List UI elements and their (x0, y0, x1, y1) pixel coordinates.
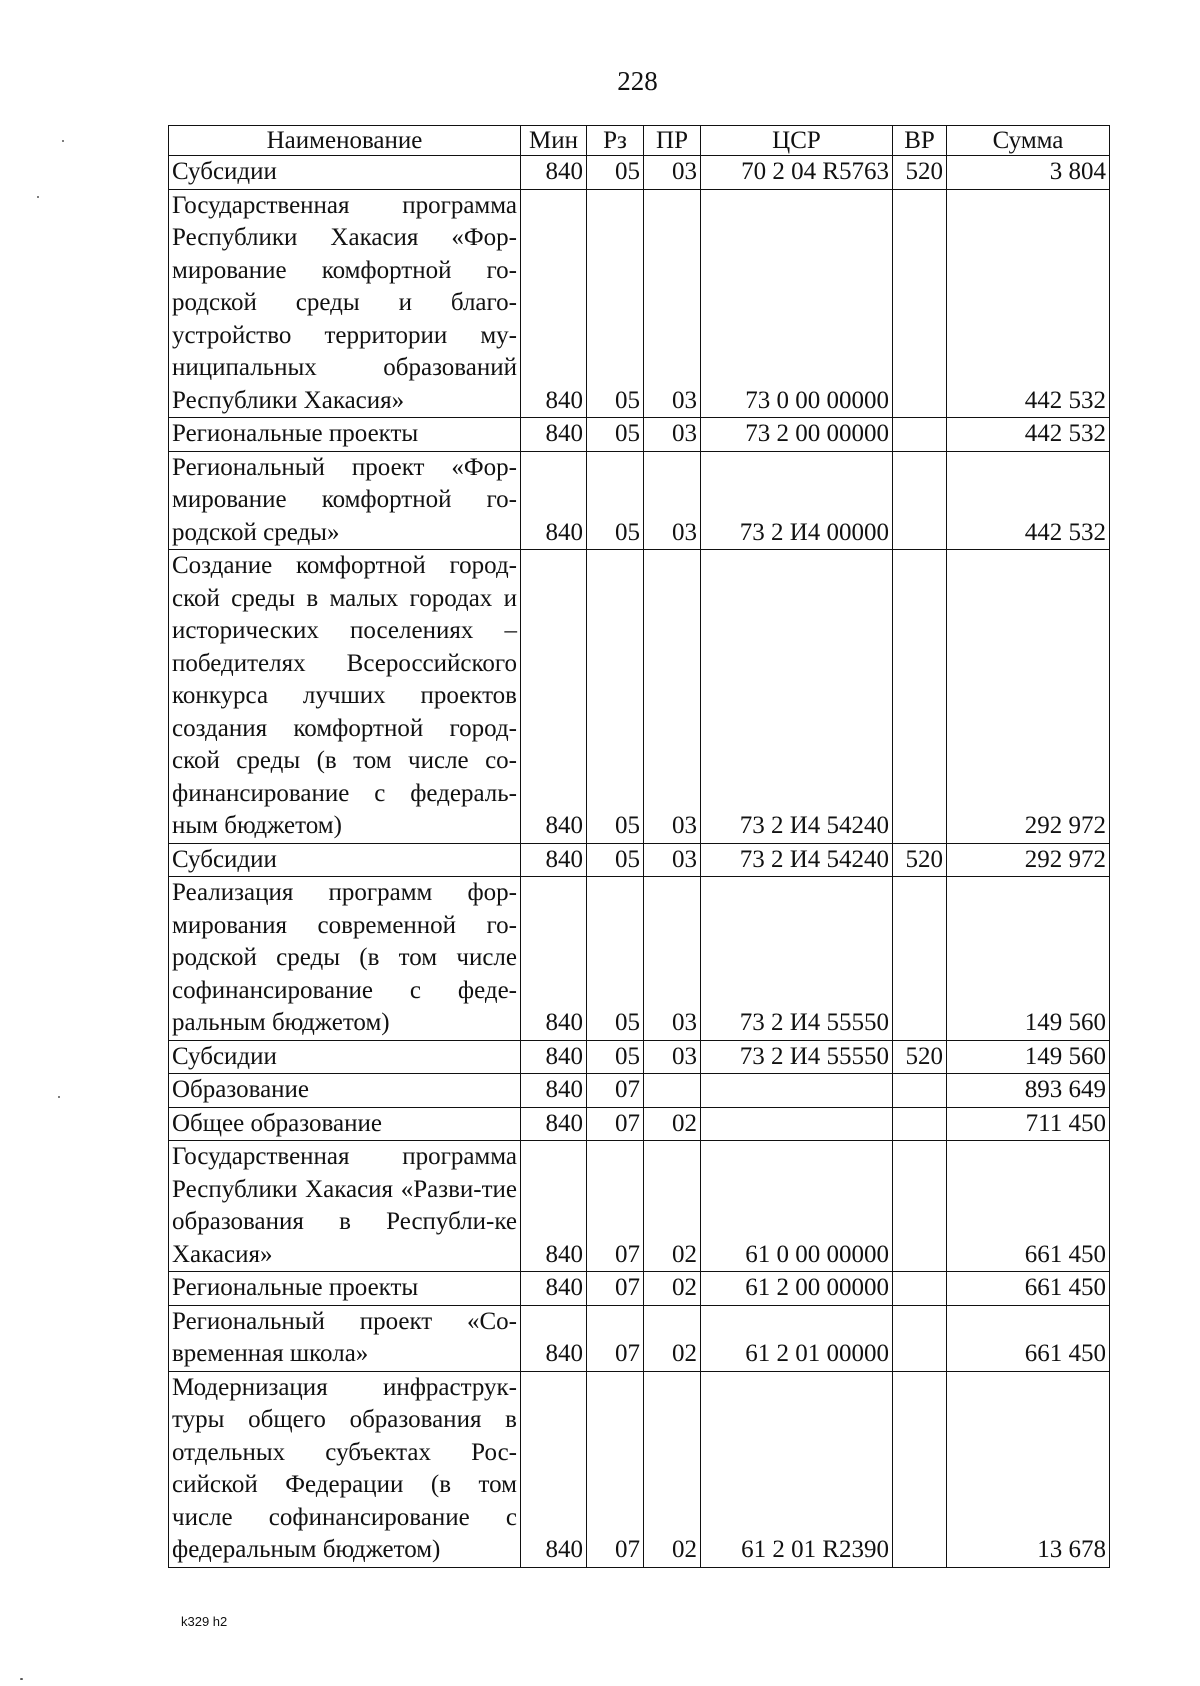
table-row (169, 1040, 1110, 1074)
cell-name: Региональный проект «Со-временная школа» (169, 1305, 521, 1371)
cell-csr: 73 2 00 00000 (701, 418, 893, 452)
cell-csr: 73 2 И4 00000 (701, 451, 893, 550)
cell-min: 840 (521, 550, 587, 844)
cell-vr (893, 1074, 947, 1108)
cell-sum: 292 972 (947, 843, 1110, 877)
table-row (169, 1371, 1110, 1567)
cell-csr: 61 0 00 00000 (701, 1141, 893, 1272)
cell-rz: 05 (587, 1040, 644, 1074)
cell-pr: 03 (644, 156, 701, 190)
cell-name: Субсидии (169, 1040, 521, 1074)
cell-name: Общее образование (169, 1107, 521, 1141)
cell-name: Государственная программа Республики Хакасия «Разви-тие образования в Республи-ке Хакасия» (169, 1141, 521, 1272)
cell-name: Субсидии (169, 843, 521, 877)
document-code: k329 h2 (181, 1614, 228, 1629)
table-row (169, 451, 1110, 550)
cell-rz: 05 (587, 189, 644, 418)
cell-sum: 711 450 (947, 1107, 1110, 1141)
cell-vr (893, 1107, 947, 1141)
cell-name: Создание комфортной город-ской среды в малых городах и исторических поселениях – победителях Всероссийского конкурса лучших проектов создания комфортной город-ской среды (в том числе со-финансирование с федераль-ным бюджетом) (169, 550, 521, 844)
cell-sum: 661 450 (947, 1305, 1110, 1371)
cell-vr: 520 (893, 156, 947, 190)
cell-pr: 02 (644, 1141, 701, 1272)
page-number: 228 (617, 66, 658, 96)
cell-sum: 149 560 (947, 1040, 1110, 1074)
cell-min: 840 (521, 1141, 587, 1272)
cell-csr: 61 2 01 R2390 (701, 1371, 893, 1567)
cell-pr: 02 (644, 1272, 701, 1306)
cell-min: 840 (521, 418, 587, 452)
cell-vr (893, 1141, 947, 1272)
scan-speck (62, 140, 64, 142)
cell-rz: 07 (587, 1141, 644, 1272)
cell-rz: 05 (587, 156, 644, 190)
table-body (169, 156, 1110, 1568)
table-row (169, 877, 1110, 1041)
cell-csr: 61 2 00 00000 (701, 1272, 893, 1306)
cell-rz: 07 (587, 1074, 644, 1108)
cell-name: Реализация программ фор-мирования современной го-родской среды (в том числе софинансирование с феде-ральным бюджетом) (169, 877, 521, 1041)
cell-min: 840 (521, 1371, 587, 1567)
cell-vr (893, 877, 947, 1041)
cell-min: 840 (521, 1272, 587, 1306)
cell-pr: 02 (644, 1107, 701, 1141)
table-row (169, 550, 1110, 844)
cell-min: 840 (521, 843, 587, 877)
cell-sum: 3 804 (947, 156, 1110, 190)
cell-sum: 292 972 (947, 550, 1110, 844)
cell-rz: 05 (587, 451, 644, 550)
cell-vr (893, 451, 947, 550)
table-row (169, 1272, 1110, 1306)
table-row (169, 418, 1110, 452)
header-name: Наименование (169, 126, 521, 156)
cell-pr: 03 (644, 451, 701, 550)
cell-sum: 442 532 (947, 418, 1110, 452)
cell-rz: 07 (587, 1305, 644, 1371)
table-row (169, 1141, 1110, 1272)
cell-pr (644, 1074, 701, 1108)
cell-sum: 442 532 (947, 189, 1110, 418)
cell-min: 840 (521, 189, 587, 418)
cell-rz: 07 (587, 1107, 644, 1141)
cell-vr (893, 1272, 947, 1306)
cell-name: Государственная программа Республики Хакасия «Фор-мирование комфортной го-родской среды и благо-устройство территории му-ниципальных образований Республики Хакасия» (169, 189, 521, 418)
cell-pr: 03 (644, 550, 701, 844)
cell-csr: 73 2 И4 54240 (701, 550, 893, 844)
cell-min: 840 (521, 1074, 587, 1108)
cell-pr: 02 (644, 1305, 701, 1371)
cell-rz: 05 (587, 418, 644, 452)
cell-rz: 05 (587, 877, 644, 1041)
cell-rz: 07 (587, 1371, 644, 1567)
cell-pr: 03 (644, 189, 701, 418)
cell-sum: 442 532 (947, 451, 1110, 550)
cell-pr: 03 (644, 1040, 701, 1074)
header-pr: ПР (644, 126, 701, 156)
cell-pr: 02 (644, 1371, 701, 1567)
cell-vr (893, 189, 947, 418)
cell-csr: 73 2 И4 55550 (701, 1040, 893, 1074)
table-header-row (169, 126, 1110, 156)
table-row (169, 156, 1110, 190)
cell-sum: 13 678 (947, 1371, 1110, 1567)
cell-min: 840 (521, 156, 587, 190)
cell-csr: 61 2 01 00000 (701, 1305, 893, 1371)
cell-pr: 03 (644, 418, 701, 452)
cell-min: 840 (521, 1305, 587, 1371)
table-row (169, 1305, 1110, 1371)
cell-min: 840 (521, 451, 587, 550)
table-row (169, 1107, 1110, 1141)
cell-vr (893, 1305, 947, 1371)
cell-vr (893, 550, 947, 844)
cell-rz: 05 (587, 550, 644, 844)
cell-vr (893, 418, 947, 452)
cell-pr: 03 (644, 877, 701, 1041)
cell-csr (701, 1107, 893, 1141)
cell-vr: 520 (893, 1040, 947, 1074)
cell-sum: 661 450 (947, 1141, 1110, 1272)
cell-name: Региональные проекты (169, 1272, 521, 1306)
cell-rz: 07 (587, 1272, 644, 1306)
cell-name: Субсидии (169, 156, 521, 190)
cell-name: Региональный проект «Фор-мирование комфортной го-родской среды» (169, 451, 521, 550)
cell-name: Региональные проекты (169, 418, 521, 452)
cell-csr: 73 2 И4 55550 (701, 877, 893, 1041)
header-csr: ЦСР (701, 126, 893, 156)
cell-vr: 520 (893, 843, 947, 877)
table-row (169, 1074, 1110, 1108)
header-rz: Рз (587, 126, 644, 156)
cell-pr: 03 (644, 843, 701, 877)
cell-name: Модернизация инфраструк-туры общего образования в отдельных субъектах Рос-сийской Федерации (в том числе софинансирование с федеральным бюджетом) (169, 1371, 521, 1567)
cell-csr: 73 2 И4 54240 (701, 843, 893, 877)
cell-sum: 893 649 (947, 1074, 1110, 1108)
cell-rz: 05 (587, 843, 644, 877)
scan-speck (37, 196, 39, 198)
header-min: Мин (521, 126, 587, 156)
cell-name: Образование (169, 1074, 521, 1108)
scan-speck (20, 1678, 23, 1680)
cell-csr (701, 1074, 893, 1108)
cell-sum: 149 560 (947, 877, 1110, 1041)
cell-sum: 661 450 (947, 1272, 1110, 1306)
scan-speck (58, 1096, 60, 1098)
header-sum: Сумма (947, 126, 1110, 156)
table-row (169, 189, 1110, 418)
cell-csr: 73 0 00 00000 (701, 189, 893, 418)
cell-min: 840 (521, 1040, 587, 1074)
cell-min: 840 (521, 877, 587, 1041)
cell-vr (893, 1371, 947, 1567)
cell-csr: 70 2 04 R5763 (701, 156, 893, 190)
cell-min: 840 (521, 1107, 587, 1141)
header-vr: ВР (893, 126, 947, 156)
budget-table (168, 125, 1110, 1568)
table-row (169, 843, 1110, 877)
